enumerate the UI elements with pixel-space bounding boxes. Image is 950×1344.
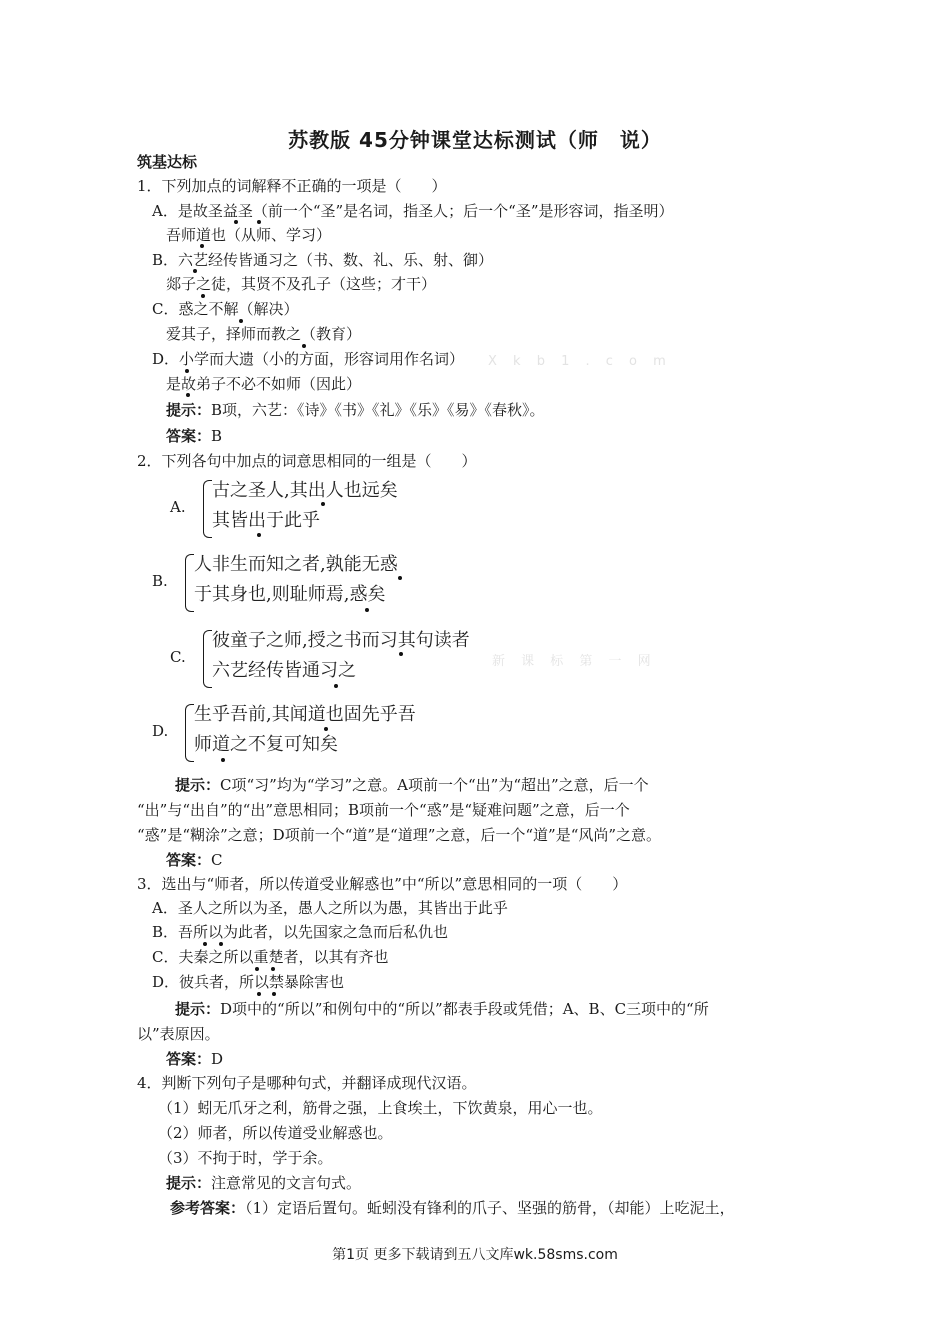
emphasis-dot: [334, 684, 338, 688]
option-line-2: 师道之不复可知矣: [194, 734, 338, 755]
option-line-2: 于其身也,则耻师焉,惑矣: [194, 584, 386, 605]
q3-option-a: A．圣人之所以为圣，愚人之所以为愚，其皆出于此乎: [152, 899, 508, 917]
hint-text: B项，六艺：《诗》《书》《礼》《乐》《易》《春秋》。: [211, 401, 545, 419]
q3-answer: [166, 1049, 223, 1069]
emphasis-dot: [186, 393, 190, 397]
q3-stem: 3．选出与“师者，所以传道受业解惑也”中“所以”意思相同的一项（ ）: [137, 875, 628, 893]
emphasis-dot: [272, 992, 276, 996]
section-heading: 筑基达标: [137, 153, 198, 171]
emphasis-dot: [302, 344, 306, 348]
q2-option-b: [152, 550, 472, 612]
emphasis-dot: [193, 269, 197, 273]
q1-option-a: A．是故圣益圣（前一个“圣”是名词，指圣人；后一个“圣”是形容词，指圣明）: [152, 202, 674, 220]
answer-value: D: [211, 1050, 224, 1068]
q2-hint-line-3: “惑”是“糊涂”之意；D项前一个“道”是“道理”之意，后一个“道”是“风尚”之意。: [137, 826, 662, 844]
brace-icon: [203, 480, 212, 538]
brace-icon: [185, 704, 194, 762]
q2-option-c: [170, 626, 510, 688]
emphasis-dot: [398, 576, 402, 580]
q1-option-c-2: 爱其子，择师而教之（教育）: [166, 325, 362, 343]
hint-label: 提示：: [166, 1174, 212, 1192]
q1-hint: [166, 400, 545, 420]
option-label: B.: [152, 572, 168, 590]
q1-option-b-2: 郯子之徒，其贤不及孔子（这些；才干）: [166, 275, 437, 293]
q3-option-c: C．夫秦之所以重楚者，以其有齐也: [152, 948, 389, 966]
option-line-2: 其皆出于此乎: [212, 510, 320, 531]
q2-hint-line-2: “出”与“出自”的“出”意思相同；B项前一个“惑”是“疑难问题”之意，后一个: [137, 801, 630, 819]
q1-option-d: D．小学而大遗（小的方面，形容词用作名词）: [152, 350, 465, 368]
q4-hint: [166, 1173, 361, 1193]
emphasis-dot: [221, 758, 225, 762]
emphasis-dot: [257, 992, 261, 996]
q1-option-c: C．惑之不解（解决）: [152, 300, 299, 318]
q3-hint: [175, 999, 709, 1019]
emphasis-dot: [219, 942, 223, 946]
q3-option-b: B．吾所以为此者，以先国家之急而后私仇也: [152, 923, 449, 941]
answer-label: 答案：: [166, 1050, 212, 1068]
reference-label: 参考答案：: [170, 1199, 246, 1217]
answer-label: 答案：: [166, 427, 212, 445]
q1-option-b: B．六艺经传皆通习之（书、数、礼、乐、射、御）: [152, 251, 494, 269]
q4-sentence-2: （2）师者，所以传道受业解惑也。: [158, 1124, 393, 1142]
emphasis-dot: [255, 967, 259, 971]
q3-option-d: D．彼兵者，所以禁暴除害也: [152, 973, 345, 991]
emphasis-dot: [365, 608, 369, 612]
emphasis-dot: [399, 652, 403, 656]
emphasis-dot: [271, 967, 275, 971]
answer-value: C: [211, 851, 223, 869]
watermark-text: 新 课 标 第 一 网: [492, 654, 657, 669]
emphasis-dot: [185, 369, 189, 373]
hint-text: C项“习”均为“学习”之意。A项前一个“出”为“超出”之意，后一个: [220, 776, 649, 794]
q1-option-a-2: 吾师道也（从师、学习）: [166, 226, 332, 244]
option-label: D.: [152, 722, 169, 740]
emphasis-dot: [239, 319, 243, 323]
q1-answer: [166, 426, 222, 446]
emphasis-dot: [203, 942, 207, 946]
q4-sentence-1: （1）蚓无爪牙之利，筋骨之强，上食埃土，下饮黄泉，用心一也。: [158, 1099, 603, 1117]
emphasis-dot: [201, 294, 205, 298]
emphasis-dot: [321, 502, 325, 506]
hint-label: 提示：: [175, 1000, 221, 1018]
option-line-1: 生乎吾前,其闻道也固先乎吾: [194, 704, 416, 725]
hint-label: 提示：: [166, 401, 212, 419]
hint-text: D项中的“所以”和例句中的“所以”都表手段或凭借；A、B、C三项中的“所: [220, 1000, 709, 1018]
watermark-text: X k b 1 . c o m: [488, 354, 672, 369]
option-label: C.: [170, 648, 186, 666]
q4-sentence-3: （3）不拘于时，学于余。: [158, 1149, 333, 1167]
q4-stem: 4．判断下列句子是哪种句式，并翻译成现代汉语。: [137, 1074, 477, 1092]
option-line-1: 彼童子之师,授之书而习其句读者: [212, 630, 470, 651]
q1-stem: 1．下列加点的词解释不正确的一项是（ ）: [137, 177, 447, 195]
option-label: A.: [170, 498, 186, 516]
emphasis-dot: [324, 727, 328, 731]
emphasis-dot: [257, 533, 261, 537]
q2-option-d: [152, 700, 472, 762]
page-title: 苏教版 45分钟课堂达标测试（师 说）: [288, 128, 662, 152]
hint-label: 提示：: [175, 776, 221, 794]
q1-option-d-2: 是故弟子不必不如师（因此）: [166, 375, 362, 393]
option-line-1: 人非生而知之者,孰能无惑: [194, 554, 398, 575]
emphasis-dot: [257, 220, 261, 224]
option-line-2: 六艺经传皆通习之: [212, 660, 356, 681]
q2-answer: [166, 850, 223, 870]
q4-reference-answer: [170, 1198, 735, 1218]
option-line-1: 古之圣人,其出人也远矣: [212, 480, 398, 501]
reference-text: （1）定语后置句。蚯蚓没有锋利的爪子、坚强的筋骨，（却能）上吃泥土，: [245, 1199, 735, 1217]
q2-hint: [175, 775, 649, 795]
emphasis-dot: [200, 244, 204, 248]
answer-label: 答案：: [166, 851, 212, 869]
q3-hint-line-2: 以”表原因。: [137, 1025, 220, 1043]
brace-icon: [203, 630, 212, 688]
brace-icon: [185, 554, 194, 612]
emphasis-dot: [234, 220, 238, 224]
page-footer: 第1页 更多下载请到五八文库wk.58sms.com: [332, 1247, 618, 1263]
q2-option-a: [170, 476, 470, 538]
hint-text: 注意常见的文言句式。: [211, 1174, 362, 1192]
q2-stem: 2．下列各句中加点的词意思相同的一组是（ ）: [137, 452, 477, 470]
answer-value: B: [211, 427, 223, 445]
